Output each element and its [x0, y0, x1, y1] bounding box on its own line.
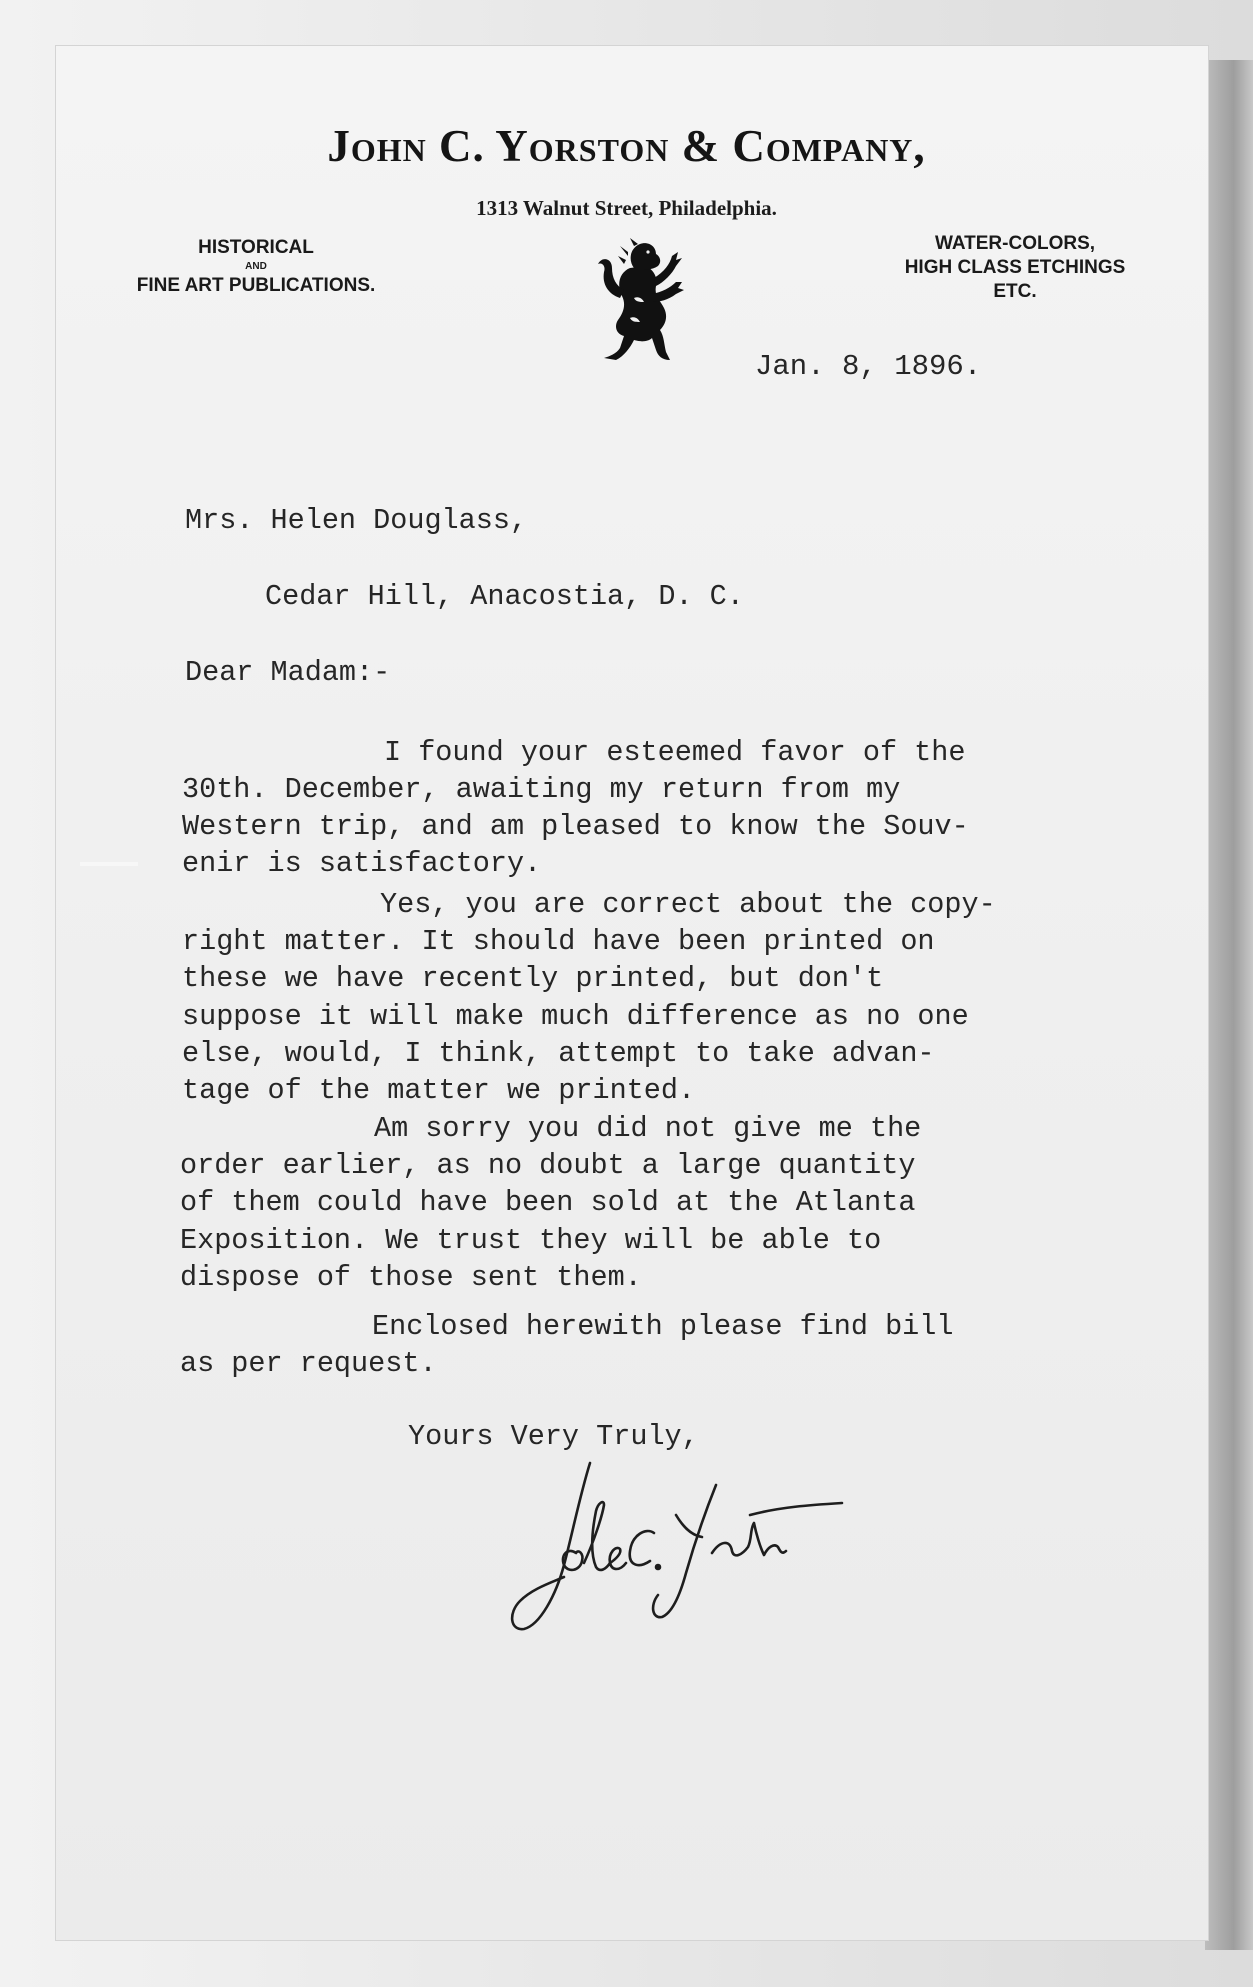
- body-line: Western trip, and am pleased to know the Souv-: [182, 810, 969, 843]
- body-line: else, would, I think, attempt to take advan-: [182, 1037, 935, 1070]
- body-line: of them could have been sold at the Atlanta: [180, 1186, 916, 1219]
- recipient-address: Cedar Hill, Anacostia, D. C.: [265, 580, 744, 613]
- tagline-and: AND: [245, 261, 267, 272]
- tagline-water-colors: WATER-COLORS,: [934, 233, 1096, 254]
- tagline-historical: HISTORICAL: [198, 237, 314, 258]
- body-line: Am sorry you did not give me the: [374, 1112, 922, 1145]
- body-line: dispose of those sent them.: [180, 1261, 642, 1294]
- body-line: as per request.: [180, 1347, 437, 1380]
- body-line: I found your esteemed favor of the: [384, 736, 966, 769]
- body-line: Exposition. We trust they will be able to: [180, 1224, 882, 1257]
- letter-date: Jan. 8, 1896.: [755, 350, 982, 383]
- body-line: Yes, you are correct about the copy-: [380, 888, 996, 921]
- company-name: John C. Yorston & Company,: [327, 121, 926, 171]
- handwritten-signature: [480, 1455, 910, 1645]
- salutation: Dear Madam:-: [185, 656, 391, 689]
- closing: Yours Very Truly,: [408, 1420, 699, 1453]
- body-line: suppose it will make much difference as no one: [182, 1000, 969, 1033]
- body-line: enir is satisfactory.: [182, 847, 542, 880]
- paper-mark: [80, 862, 138, 866]
- tagline-etchings: HIGH CLASS ETCHINGS: [904, 257, 1126, 278]
- body-line: Enclosed herewith please find bill: [372, 1310, 954, 1343]
- letterhead-right-tagline: [870, 232, 1160, 304]
- body-line: order earlier, as no doubt a large quantity: [180, 1149, 916, 1182]
- body-line: right matter. It should have been printed on: [182, 925, 935, 958]
- tagline-fine-art: FINE ART PUBLICATIONS.: [136, 275, 376, 296]
- page-edge-shadow: [1205, 60, 1253, 1950]
- rampant-lion-icon: [590, 238, 690, 364]
- tagline-etc: ETC.: [993, 281, 1037, 302]
- body-line: tage of the matter we printed.: [182, 1074, 696, 1107]
- body-line: these we have recently printed, but don't: [182, 962, 884, 995]
- body-line: 30th. December, awaiting my return from my: [182, 773, 901, 806]
- company-address: 1313 Walnut Street, Philadelphia.: [476, 196, 777, 220]
- recipient-name: Mrs. Helen Douglass,: [185, 504, 528, 537]
- letterhead-left-tagline: [106, 236, 406, 298]
